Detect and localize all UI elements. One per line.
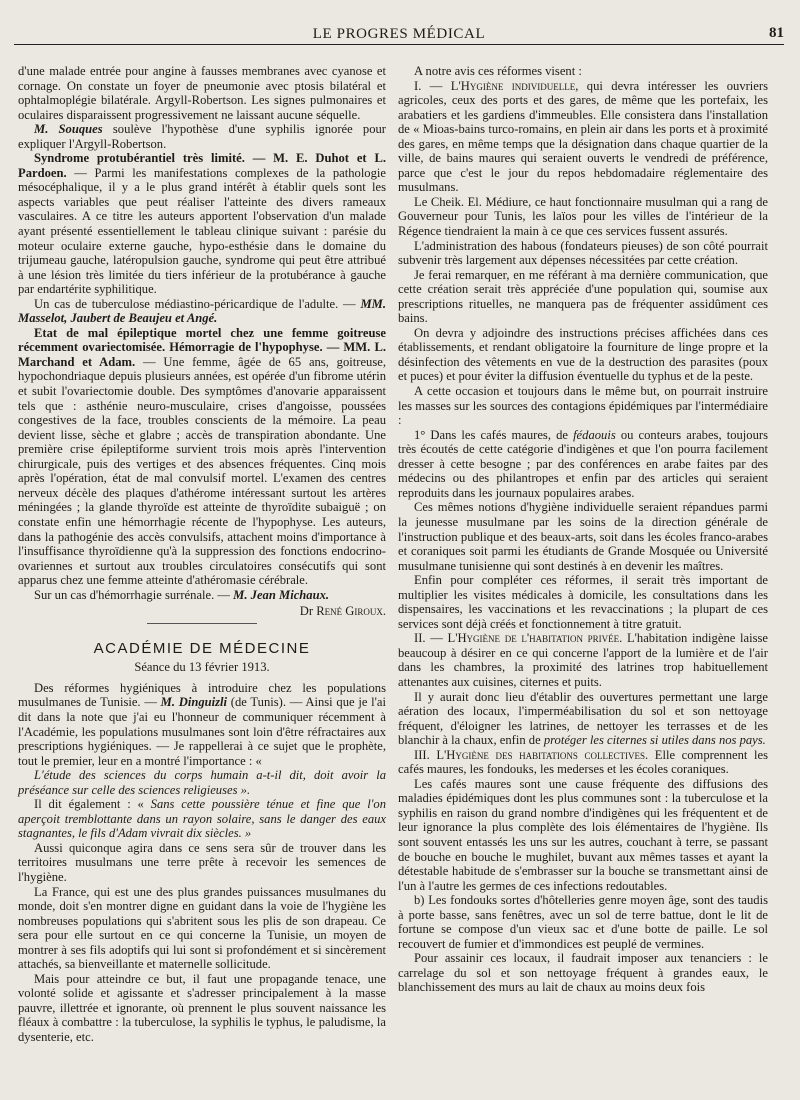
paragraph: Un cas de tuberculose médiastino-péricardique de l'adulte. — MM. Masselot, Jaubert de Beaujeu et Angé. <box>18 296 386 326</box>
page-number: 81 <box>769 25 784 41</box>
divider <box>147 623 257 624</box>
paragraph: A cette occasion et toujours dans le même but, on pourrait instruire les masses sur les sources des contagions épidémiques par l'intermédiaire : <box>398 384 768 428</box>
paragraph: Pour assainir ces locaux, il faudrait imposer aux tenanciers : le carrelage du sol et son nettoyage fréquent à grandes eaux, le blanchissement des murs au lait de chaux au moins deux fois <box>398 951 768 995</box>
journal-title: LE PROGRES MÉDICAL <box>312 26 486 42</box>
paragraph: Syndrome protubérantiel très limité. — M. E. Duhot et L. Pardoen. — Parmi les manifestations complexes de la pathologie mésocéphalique, il y a le plus grand intérêt à établir quels sont les aspects variables que peut réaliser l'atteinte des divers rameaux vasculaires. A ce titre les auteurs apportent l'observation d'un malade ayant présenté essentiellement le tableau clinique suivant : parésie du moteur oculaire externe gauche, hypo-esthésie dans le domaine du trijumeau gauche, latéropulsion gauche, syndrome qui peut être attribué à une lésion très limitée du tiers inférieur de la protubérance à gauche par endartérite syphilitique. <box>18 151 386 297</box>
paragraph: d'une malade entrée pour angine à fausses membranes avec cyanose et cornage. On constate un foyer de pneumonie avec ptosis bilatéral et ophtalmoplégie bilatérale. Argyll-Robertson. Les signes pulmonaires et oculaires disparaissent progressivement ne laissant aucune séquelle. <box>18 64 386 122</box>
paragraph: Mais pour atteindre ce but, il faut une propagande tenace, une volonté solide et agissante et s'adresser principalement à la masse pauvre, illettrée et ignorante, où prennent le plus souvent naissance les fléaux à combattre : la tuberculose, la syphilis le typhus, le paludisme, la dysenterie, etc. <box>18 971 386 1044</box>
paragraph: b) Les fondouks sortes d'hôtelleries genre moyen âge, sont des taudis à porte basse, sans fenêtres, avec un sol de terre battue, dont le lit de fortune se compose d'un vieux sac et d'une botte de paille. Le sol recouvert de fumier et d'immondices est peuplé de vermines. <box>398 893 768 951</box>
paragraph: Il y aurait donc lieu d'établir des ouvertures permettant une large aération des locaux, l'imperméabilisation du sol et son nettoyage fréquent, d'éloigner les latrines, de nettoyer les terrasses et de les blanchir à la chaux, enfin de protéger les citernes si utiles dans nos pays. <box>398 689 768 748</box>
paragraph: Aussi quiconque agira dans ce sens sera sûr de trouver dans les territoires musulmans une terre prête à recevoir les semences de l'hygiène. <box>18 840 386 884</box>
paragraph: II. — L'Hygiène de l'habitation privée. L'habitation indigène laisse beaucoup à désirer en ce qui concerne l'apport de la lumière et de l'air dans les chambres, la proximité des latrines trop habituellement attenantes aux cuisines, citernes et puits. <box>398 631 768 689</box>
paragraph: On devra y adjoindre des instructions précises affichées dans ces établissements, et rendant obligatoire la fourniture de linge propre et la désinfection des vêtements en vue de la destruction des parasites (poux et puces) et pour éviter la diffusion éventuelle du typhus et de la peste. <box>398 325 768 384</box>
paragraph: A notre avis ces réformes visent : <box>414 64 582 78</box>
paragraph: III. L'Hygiène des habitations collectives. Elle comprennent les cafés maures, les fondouks, les mederses et les écoles coraniques. <box>398 747 768 777</box>
left-column <box>18 64 386 1045</box>
paragraph: I. — L'Hygiène individuelle, qui devra intéresser les ouvriers agricoles, ceux des ports et des gares, de même que les portefaix, les arabatiers et les gardiens d'immeubles. Elle consistera dans l'installation de « Mioas-bains turco-romains, en plein air dans les ports et à proximité des gares, en même temps que la désignation dans chaque quartier de la ville, de bains maures qui seraient ouverts le vendredi de préférence, parce que c'est le jour du repos hebdomadaire réglementaire des musulmans. <box>398 78 768 195</box>
paragraph: Enfin pour compléter ces réformes, il serait très important de multiplier les visites médicales à domicile, les consultations dans les dispensaires, les vaccinations et les revaccinations ; la plupart de ces services sont déjà créés et fonctionnement à titre gratuit. <box>398 573 768 631</box>
right-column <box>398 64 768 995</box>
paragraph: La France, qui est une des plus grandes puissances musulmanes du monde, doit s'en montrer digne en guidant dans la voie de l'hygiène les nombreuses populations qui s'abritent sous les plis de son drapeau. Ce sera pour elle surtout en ce qui concerne la Tunisie, un moyen de montrer à ses fils adoptifs qui lui sont si profondément et si sincèrement attachés, sa bienveillante et maternelle sollicitude. <box>18 884 386 972</box>
paragraph: M. Souques soulève l'hypothèse d'une syphilis ignorée pour expliquer l'Argyll-Robertson. <box>18 122 386 151</box>
paragraph: L'étude des sciences du corps humain a-t-il dit, doit avoir la préséance sur celle des sciences religieuses ». <box>18 768 386 797</box>
signature: Dr René Giroux. <box>299 604 386 619</box>
paragraph: 1° Dans les cafés maures, de fédaouis ou conteurs arabes, toujours très écoutés de cette catégorie d'indigènes et que l'on pourra facilement dresser à cette besogne ; par des conférences en arabe faites par des médecins ou des philantropes et enfin par des articles qui seraient reproduits dans les journaux populaires arabes. <box>398 427 768 500</box>
page-header <box>14 24 784 45</box>
paragraph: Les cafés maures sont une cause fréquente des diffusions des maladies épidémiques dont les plus communes sont : la tuberculose et la syphilis en raison du grand nombre d'indigènes qui les fréquentent et de leur ignorance la plus complète des lois élémentaires de l'hygiène. Ils sont souvent entassés les uns sur les autres, couchant à terre, se passant de bouche en bouche le mughilet, buvant aux mêmes tasses et ayant la détestable habitude de s'embrasser sur la bouche se transmettant ainsi de l'un à l'autre les germes de ces infections redoutables. <box>398 776 768 893</box>
paragraph: Sur un cas d'hémorrhagie surrénale. — M. Jean Michaux. <box>34 587 330 602</box>
paragraph: L'administration des habous (fondateurs pieuses) de son côté pourrait subvenir très largement aux dépenses nécessitées par cette création. <box>398 238 768 268</box>
paragraph: Il dit également : « Sans cette poussière ténue et fine que l'on aperçoit tremblottante dans un rayon solaire, sans le danger des eaux stagnantes, le fils d'Adam vivrait dix siècles. » <box>18 797 386 841</box>
paragraph: Des réformes hygiéniques à introduire chez les populations musulmanes de Tunisie. — M. Dinguizli (de Tunis). — Ainsi que je l'ai dit dans la note que j'ai eu l'honneur de communiquer récemment à l'Académie, les populations musulmanes sont loin d'être réfractaires aux prescriptions hygiéniques. — Je rappellerai à ce sujet que le prophète, tout le premier, leur en a montré l'importance : « <box>18 680 387 768</box>
paragraph: Ces mêmes notions d'hygiène individuelle seraient répandues parmi la jeunesse musulmane par les soins de la direction générale de l'instruction publique et des beaux-arts, soit dans les écoles franco-arabes et coraniques soit parmi les étudiants de Grande Mosquée ou Université musulmane tunisienne qui sont destinés à en devenir les maîtres. <box>398 500 768 573</box>
paragraph: Je ferai remarquer, en me référant à ma dernière communication, que cette création serait très appréciée d'une population qui, soumise aux prescriptions rituelles, ne manquera pas de fréquenter assidûment ces bains. <box>398 267 768 326</box>
section-date: Séance du 13 février 1913. <box>134 660 270 675</box>
paragraph: Le Cheik. El. Médiure, ce haut fonctionnaire musulman qui a rang de Gouverneur pour Tunis, les laïos pour les villes de l'intérieur de la Régence tiendraient la main à ce que ces services fussent assurés. <box>398 194 768 239</box>
section-title: ACADÉMIE DE MÉDECINE <box>93 639 311 657</box>
paragraph: Etat de mal épileptique mortel chez une femme goitreuse récemment ovariectomisée. Hémorragie de l'hypophyse. — MM. L. Marchand et Adam. — Une femme, âgée de 65 ans, goitreuse, hypochondriaque depuis plusieurs années, est opérée d'un fibrome utérin et subit l'ovariectomie double. Des symptômes d'anovarie apparaissent tels que : asthénie neuro-musculaire, crises d'angoisse, poussées congestives de la face, troubles conscients de la mémoire. La peau devient lisse, sèche et glabre ; accès de transpiration abondante. Une première crise épileptiforme survient trois mois après l'intervention chirurgicale, puis des vertiges et des absences fréquentes. Cinq mois après l'opération, état de mal convulsif mortel. L'examen des centres nerveux décèle des plaques d'athérome intéressant surtout les artères méningées ; la glande thyroïde est atteinte de thyroïdite subaiguë ; on constate enfin une hémorrhagie récente de l'hypophyse. Les auteurs, dans la pathogénie des accès convulsifs, attachent moins d'importance à l'insuffisance thyroïdienne qu'à la suppression des fonctions endocrino-ovariennes et surtout aux troubles circulatoires consécutifs qui sont apparus chez une femme atteinte d'athéromasie cérébrale. <box>18 325 386 588</box>
